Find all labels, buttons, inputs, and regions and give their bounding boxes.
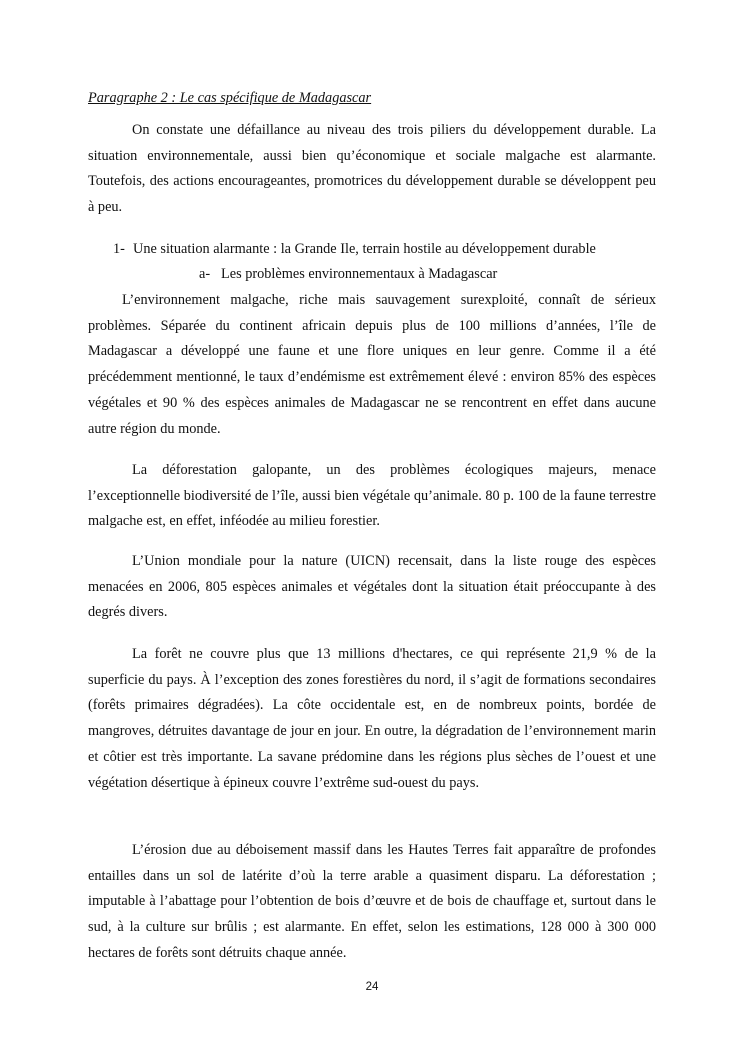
subsection-a-number: a-	[199, 266, 211, 282]
page-number: 24	[365, 981, 379, 993]
intro-paragraph: On constate une défaillance au niveau des trois piliers du développement durable. La situation environnementale, aussi bien qu’économique et sociale malgache est alarmante. Toutefois, des actions encourageantes, promotrices du développement durable se développent peu à peu.	[88, 122, 656, 216]
section-1-number: 1-	[113, 241, 125, 257]
section-heading: Paragraphe 2 : Le cas spécifique de Madagascar	[88, 90, 372, 106]
body-paragraph-2: La déforestation galopante, un des problèmes écologiques majeurs, menace l’exceptionnelle biodiversité de l’île, aussi bien végétale qu’animale. 80 p. 100 de la faune terrestre malgache est, en effet, inféodée au milieu forestier.	[88, 462, 656, 530]
subsection-a-title: Les problèmes environnementaux à Madagascar	[221, 266, 498, 282]
section-1-title: Une situation alarmante : la Grande Ile, terrain hostile au développement durable	[133, 241, 596, 257]
subsection-a-heading	[199, 262, 497, 288]
body-paragraph-5: L’érosion due au déboisement massif dans les Hautes Terres fait apparaître de profondes entailles dans un sol de latérite d’où la terre arable a quasiment disparu. La déforestation ; imputable à l’abattage pour l’obtention de bois d’œuvre et de bois de chauffage et, surtout dans le sud, à la culture sur brûlis ; est alarmante. En effet, selon les estimations, 128 000 à 300 000 hectares de forêts sont détruits chaque année.	[88, 842, 656, 961]
body-paragraph-4: La forêt ne couvre plus que 13 millions d'hectares, ce qui représente 21,9 % de la superficie du pays. À l’exception des zones forestières du nord, il s’agit de formations secondaires (forêts primaires dégradées). La côte occidentale est, en de nombreux points, bordée de mangroves, détruites davantage de jour en jour. En outre, la dégradation de l’environnement marin et côtier est très importante. La savane prédomine dans les régions plus sèches de l’ouest et une végétation désertique à épineux couvre l’extrême sud-ouest du pays.	[88, 646, 656, 791]
section-1-heading	[113, 237, 596, 263]
body-paragraph-3: L’Union mondiale pour la nature (UICN) recensait, dans la liste rouge des espèces menacées en 2006, 805 espèces animales et végétales dont la situation était préoccupante à des degrés divers.	[88, 553, 656, 621]
body-paragraph-1: L’environnement malgache, riche mais sauvagement surexploité, connaît de sérieux problèmes. Séparée du continent africain depuis plus de 100 millions d’années, l’île de Madagascar a développé une faune et une flore uniques en leur genre. Comme il a été précédemment mentionné, le taux d’endémisme est extrêmement élevé : environ 85% des espèces végétales et 90 % des espèces animales de Madagascar ne se rencontrent en effet dans aucune autre région du monde.	[88, 292, 656, 437]
